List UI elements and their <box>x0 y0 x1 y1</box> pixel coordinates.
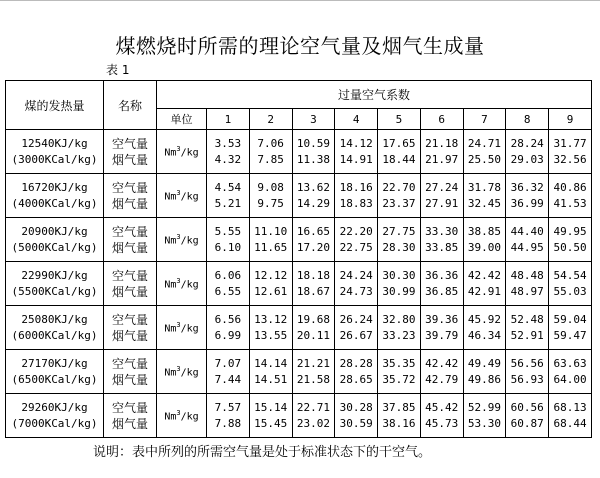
air-volume-value: 22.71 <box>296 400 330 414</box>
air-volume-value: 42.42 <box>425 356 459 370</box>
value-cell <box>463 306 506 350</box>
air-volume-value: 7.06 <box>257 136 284 150</box>
flue-gas-volume-value: 33.23 <box>382 328 416 342</box>
flue-gas-volume-value: 46.34 <box>467 328 502 342</box>
flue-gas-volume-label: 烟气量 <box>111 196 148 211</box>
air-volume-value: 10.59 <box>296 136 330 150</box>
value-cell <box>292 306 335 350</box>
air-volume-value: 24.24 <box>339 268 373 282</box>
flue-gas-volume-value: 26.67 <box>339 328 373 342</box>
flue-gas-volume-value: 18.83 <box>339 196 373 210</box>
value-cell <box>335 394 378 438</box>
value-cell <box>549 394 592 438</box>
value-cell <box>378 350 421 394</box>
table-label: 表 1 <box>106 63 130 77</box>
value-cell <box>549 130 592 174</box>
value-cell <box>549 350 592 394</box>
unit-tail: /kg <box>180 411 199 423</box>
value-cell <box>292 130 335 174</box>
value-cell <box>335 130 378 174</box>
flue-gas-volume-value: 18.67 <box>296 284 330 298</box>
unit-tail: /kg <box>180 235 199 247</box>
flue-gas-volume-value: 27.91 <box>425 196 459 210</box>
air-volume-value: 13.12 <box>254 312 288 326</box>
heat-value-kj: 12540KJ/kg <box>21 136 88 150</box>
document-title: 煤燃烧时所需的理论空气量及烟气生成量 <box>115 34 485 58</box>
air-volume-value: 30.28 <box>339 400 373 414</box>
air-volume-value: 44.40 <box>510 224 544 238</box>
air-volume-value: 36.36 <box>425 268 459 282</box>
value-cell <box>207 350 250 394</box>
value-cell <box>207 306 250 350</box>
flue-gas-volume-value: 60.87 <box>510 416 544 430</box>
unit-tail: /kg <box>180 279 199 291</box>
flue-gas-volume-value: 5.21 <box>214 196 242 210</box>
value-cell <box>207 130 250 174</box>
flue-gas-volume-value: 14.51 <box>254 372 288 386</box>
flue-gas-volume-value: 25.50 <box>467 152 502 166</box>
air-volume-value: 9.08 <box>257 180 284 194</box>
flue-gas-volume-value: 7.44 <box>214 372 242 386</box>
air-volume-value: 59.04 <box>553 312 587 326</box>
flue-gas-volume-value: 49.86 <box>467 372 502 386</box>
flue-gas-volume-value: 29.03 <box>510 152 544 166</box>
flue-gas-volume-value: 56.93 <box>510 372 544 386</box>
heat-value-kcal: (4000KCal/kg) <box>11 196 98 210</box>
value-cell <box>506 350 549 394</box>
air-volume-value: 14.14 <box>254 356 288 370</box>
flue-gas-volume-value: 4.32 <box>214 152 242 166</box>
flue-gas-volume-label: 烟气量 <box>111 284 148 299</box>
coal-heat-cell <box>6 394 104 438</box>
air-volume-value: 35.35 <box>382 356 416 370</box>
value-cell <box>420 306 463 350</box>
flue-gas-volume-value: 35.72 <box>382 372 416 386</box>
unit-superscript: 3 <box>176 232 181 241</box>
value-cell <box>463 350 506 394</box>
value-cell <box>249 130 292 174</box>
value-cell <box>463 174 506 218</box>
air-volume-value: 32.80 <box>382 312 416 326</box>
value-cell <box>335 262 378 306</box>
air-volume-value: 49.49 <box>467 356 502 370</box>
air-volume-value: 27.75 <box>382 224 416 238</box>
air-volume-label: 空气量 <box>111 180 148 195</box>
flue-gas-volume-value: 30.59 <box>339 416 373 430</box>
air-volume-value: 13.62 <box>296 180 330 194</box>
air-volume-value: 19.68 <box>296 312 330 326</box>
value-cell <box>549 218 592 262</box>
air-volume-value: 48.48 <box>510 268 544 282</box>
coal-heat-cell <box>6 130 104 174</box>
coefficient-header: 9 <box>549 109 592 130</box>
flue-gas-volume-value: 7.88 <box>214 416 242 430</box>
air-volume-value: 21.21 <box>296 356 330 370</box>
air-volume-value: 6.56 <box>214 312 242 326</box>
name-cell <box>104 130 157 174</box>
unit-tail: /kg <box>180 147 199 159</box>
name-cell <box>104 262 157 306</box>
air-volume-value: 3.53 <box>214 136 242 150</box>
air-volume-value: 21.18 <box>425 136 459 150</box>
unit-superscript: 3 <box>176 408 181 417</box>
unit-base: Nm <box>164 411 177 423</box>
unit-cell <box>157 306 207 350</box>
air-volume-label: 空气量 <box>111 356 148 371</box>
coal-heat-cell <box>6 262 104 306</box>
name-header: 名称 <box>104 81 157 130</box>
air-volume-label: 空气量 <box>111 224 148 239</box>
air-volume-label: 空气量 <box>111 400 148 415</box>
table-row <box>6 130 592 174</box>
unit-tail: /kg <box>180 323 199 335</box>
air-volume-value: 17.65 <box>382 136 416 150</box>
coefficient-header: 6 <box>420 109 463 130</box>
air-volume-value: 60.56 <box>510 400 544 414</box>
value-cell <box>378 306 421 350</box>
value-cell <box>378 218 421 262</box>
flue-gas-volume-value: 23.02 <box>296 416 330 430</box>
value-cell <box>463 394 506 438</box>
header-row-1 <box>6 81 592 109</box>
coefficient-header: 5 <box>378 109 421 130</box>
air-volume-value: 36.32 <box>510 180 544 194</box>
flue-gas-volume-value: 50.50 <box>553 240 587 254</box>
flue-gas-volume-value: 28.30 <box>382 240 416 254</box>
air-volume-value: 4.54 <box>214 180 242 194</box>
flue-gas-volume-value: 53.30 <box>467 416 502 430</box>
flue-gas-volume-value: 44.95 <box>510 240 544 254</box>
value-cell <box>292 174 335 218</box>
value-cell <box>249 262 292 306</box>
heat-value-kj: 29260KJ/kg <box>21 400 88 414</box>
value-cell <box>249 350 292 394</box>
air-volume-value: 5.55 <box>214 224 242 238</box>
unit-cell <box>157 262 207 306</box>
flue-gas-volume-value: 21.97 <box>425 152 459 166</box>
value-cell <box>549 174 592 218</box>
value-cell <box>207 262 250 306</box>
unit-base: Nm <box>164 279 177 291</box>
name-cell <box>104 174 157 218</box>
flue-gas-volume-value: 13.55 <box>254 328 288 342</box>
heat-value-kcal: (3000KCal/kg) <box>11 152 98 166</box>
value-cell <box>335 218 378 262</box>
unit-cell <box>157 350 207 394</box>
value-cell <box>378 262 421 306</box>
value-cell <box>249 174 292 218</box>
air-volume-value: 28.28 <box>339 356 373 370</box>
flue-gas-volume-label: 烟气量 <box>111 416 148 431</box>
table-body <box>6 130 592 438</box>
air-volume-value: 49.95 <box>553 224 587 238</box>
value-cell <box>378 174 421 218</box>
heat-value-kj: 22990KJ/kg <box>21 268 88 282</box>
value-cell <box>249 394 292 438</box>
flue-gas-volume-value: 41.53 <box>553 196 587 210</box>
value-cell <box>207 174 250 218</box>
heat-value-kcal: (5500KCal/kg) <box>11 284 98 298</box>
value-cell <box>378 130 421 174</box>
unit-cell <box>157 130 207 174</box>
value-cell <box>378 394 421 438</box>
air-volume-value: 52.99 <box>467 400 502 414</box>
flue-gas-volume-value: 68.44 <box>553 416 587 430</box>
flue-gas-volume-value: 30.99 <box>382 284 416 298</box>
flue-gas-volume-value: 39.00 <box>467 240 502 254</box>
air-volume-value: 45.42 <box>425 400 459 414</box>
air-volume-value: 28.24 <box>510 136 544 150</box>
air-volume-value: 68.13 <box>553 400 587 414</box>
value-cell <box>506 218 549 262</box>
flue-gas-volume-label: 烟气量 <box>111 240 148 255</box>
flue-gas-volume-value: 42.91 <box>467 284 502 298</box>
value-cell <box>207 394 250 438</box>
table-note: 说明：表中所列的所需空气量是处于标准状态下的干空气。 <box>93 445 432 460</box>
flue-gas-volume-value: 55.03 <box>553 284 587 298</box>
value-cell <box>335 350 378 394</box>
flue-gas-volume-value: 17.20 <box>296 240 330 254</box>
air-volume-label: 空气量 <box>111 312 148 327</box>
value-cell <box>549 262 592 306</box>
heat-value-kcal: (7000KCal/kg) <box>11 416 98 430</box>
air-volume-value: 18.16 <box>339 180 373 194</box>
flue-gas-volume-value: 28.65 <box>339 372 373 386</box>
coal-heat-header: 煤的发热量 <box>6 81 104 130</box>
air-volume-value: 45.92 <box>467 312 502 326</box>
value-cell <box>506 262 549 306</box>
flue-gas-volume-value: 36.85 <box>425 284 459 298</box>
flue-gas-volume-label: 烟气量 <box>111 152 148 167</box>
coefficient-header: 7 <box>463 109 506 130</box>
flue-gas-volume-value: 42.79 <box>425 372 459 386</box>
value-cell <box>335 174 378 218</box>
flue-gas-volume-value: 15.45 <box>254 416 288 430</box>
flue-gas-volume-value: 52.91 <box>510 328 544 342</box>
table-row <box>6 218 592 262</box>
coefficient-header: 8 <box>506 109 549 130</box>
coefficient-header: 3 <box>292 109 335 130</box>
name-cell <box>104 306 157 350</box>
value-cell <box>420 174 463 218</box>
table-row <box>6 394 592 438</box>
value-cell <box>463 218 506 262</box>
unit-superscript: 3 <box>176 276 181 285</box>
flue-gas-volume-value: 11.65 <box>254 240 288 254</box>
flue-gas-volume-value: 33.85 <box>425 240 459 254</box>
air-volume-value: 7.07 <box>214 356 242 370</box>
value-cell <box>335 306 378 350</box>
unit-cell <box>157 174 207 218</box>
flue-gas-volume-value: 22.75 <box>339 240 373 254</box>
table-row <box>6 174 592 218</box>
flue-gas-volume-value: 38.16 <box>382 416 416 430</box>
value-cell <box>420 350 463 394</box>
heat-value-kcal: (6000KCal/kg) <box>11 328 98 342</box>
air-volume-value: 24.71 <box>467 136 502 150</box>
value-cell <box>463 262 506 306</box>
table-row <box>6 350 592 394</box>
page-top-border <box>0 0 600 1</box>
heat-value-kcal: (5000KCal/kg) <box>11 240 98 254</box>
flue-gas-volume-value: 12.61 <box>254 284 288 298</box>
air-volume-value: 38.85 <box>467 224 502 238</box>
value-cell <box>292 262 335 306</box>
flue-gas-volume-value: 9.75 <box>257 196 284 210</box>
heat-value-kj: 16720KJ/kg <box>21 180 88 194</box>
flue-gas-volume-value: 14.91 <box>339 152 373 166</box>
unit-base: Nm <box>164 191 177 203</box>
value-cell <box>292 218 335 262</box>
heat-value-kj: 27170KJ/kg <box>21 356 88 370</box>
flue-gas-volume-value: 36.99 <box>510 196 544 210</box>
name-cell <box>104 350 157 394</box>
unit-base: Nm <box>164 147 177 159</box>
air-volume-value: 42.42 <box>467 268 502 282</box>
unit-superscript: 3 <box>176 364 181 373</box>
air-volume-value: 15.14 <box>254 400 288 414</box>
unit-base: Nm <box>164 235 177 247</box>
air-volume-value: 18.18 <box>296 268 330 282</box>
coal-heat-cell <box>6 350 104 394</box>
air-volume-value: 22.20 <box>339 224 373 238</box>
value-cell <box>549 306 592 350</box>
air-volume-value: 37.85 <box>382 400 416 414</box>
coal-heat-cell <box>6 218 104 262</box>
air-flue-gas-table <box>5 80 592 438</box>
air-volume-value: 14.12 <box>339 136 373 150</box>
unit-superscript: 3 <box>176 320 181 329</box>
flue-gas-volume-value: 7.85 <box>257 152 284 166</box>
value-cell <box>292 350 335 394</box>
air-volume-value: 22.70 <box>382 180 416 194</box>
air-volume-value: 6.06 <box>214 268 242 282</box>
flue-gas-volume-value: 39.79 <box>425 328 459 342</box>
flue-gas-volume-value: 23.37 <box>382 196 416 210</box>
value-cell <box>249 306 292 350</box>
flue-gas-volume-value: 18.44 <box>382 152 416 166</box>
heat-value-kj: 25080KJ/kg <box>21 312 88 326</box>
coefficient-header: 2 <box>249 109 292 130</box>
value-cell <box>420 262 463 306</box>
flue-gas-volume-value: 59.47 <box>553 328 587 342</box>
heat-value-kcal: (6500KCal/kg) <box>11 372 98 386</box>
flue-gas-volume-value: 32.56 <box>553 152 587 166</box>
value-cell <box>420 218 463 262</box>
unit-header: 单位 <box>157 109 207 130</box>
flue-gas-volume-label: 烟气量 <box>111 328 148 343</box>
coal-heat-cell <box>6 174 104 218</box>
flue-gas-volume-value: 20.11 <box>296 328 330 342</box>
name-cell <box>104 394 157 438</box>
flue-gas-volume-value: 21.58 <box>296 372 330 386</box>
flue-gas-volume-value: 14.29 <box>296 196 330 210</box>
flue-gas-volume-value: 6.55 <box>214 284 242 298</box>
value-cell <box>506 306 549 350</box>
table-row <box>6 306 592 350</box>
coal-heat-cell <box>6 306 104 350</box>
air-volume-value: 27.24 <box>425 180 459 194</box>
air-volume-value: 12.12 <box>254 268 288 282</box>
flue-gas-volume-value: 24.73 <box>339 284 373 298</box>
coefficient-header: 1 <box>207 109 250 130</box>
unit-tail: /kg <box>180 191 199 203</box>
unit-cell <box>157 218 207 262</box>
air-volume-value: 39.36 <box>425 312 459 326</box>
flue-gas-volume-value: 6.10 <box>214 240 242 254</box>
unit-base: Nm <box>164 323 177 335</box>
flue-gas-volume-value: 64.00 <box>553 372 587 386</box>
unit-superscript: 3 <box>176 144 181 153</box>
unit-base: Nm <box>164 367 177 379</box>
air-volume-value: 54.54 <box>553 268 587 282</box>
value-cell <box>420 130 463 174</box>
unit-cell <box>157 394 207 438</box>
air-volume-value: 52.48 <box>510 312 544 326</box>
value-cell <box>292 394 335 438</box>
air-volume-value: 63.63 <box>553 356 587 370</box>
value-cell <box>249 218 292 262</box>
air-volume-value: 40.86 <box>553 180 587 194</box>
unit-superscript: 3 <box>176 188 181 197</box>
unit-tail: /kg <box>180 367 199 379</box>
value-cell <box>463 130 506 174</box>
air-volume-value: 31.78 <box>467 180 502 194</box>
excess-air-coefficient-header: 过量空气系数 <box>157 81 592 109</box>
value-cell <box>506 174 549 218</box>
value-cell <box>420 394 463 438</box>
air-volume-value: 11.10 <box>254 224 288 238</box>
value-cell <box>506 130 549 174</box>
flue-gas-volume-value: 45.73 <box>425 416 459 430</box>
flue-gas-volume-value: 11.38 <box>296 152 330 166</box>
name-cell <box>104 218 157 262</box>
flue-gas-volume-value: 32.45 <box>467 196 502 210</box>
air-volume-value: 16.65 <box>296 224 330 238</box>
air-volume-value: 56.56 <box>510 356 544 370</box>
air-volume-value: 26.24 <box>339 312 373 326</box>
flue-gas-volume-label: 烟气量 <box>111 372 148 387</box>
air-volume-label: 空气量 <box>111 136 148 151</box>
value-cell <box>506 394 549 438</box>
value-cell <box>207 218 250 262</box>
flue-gas-volume-value: 6.99 <box>214 328 242 342</box>
heat-value-kj: 20900KJ/kg <box>21 224 88 238</box>
table-row <box>6 262 592 306</box>
air-volume-value: 30.30 <box>382 268 416 282</box>
air-volume-value: 33.30 <box>425 224 459 238</box>
air-volume-label: 空气量 <box>111 268 148 283</box>
air-volume-value: 31.77 <box>553 136 587 150</box>
flue-gas-volume-value: 48.97 <box>510 284 544 298</box>
coefficient-header: 4 <box>335 109 378 130</box>
air-volume-value: 7.57 <box>214 400 242 414</box>
